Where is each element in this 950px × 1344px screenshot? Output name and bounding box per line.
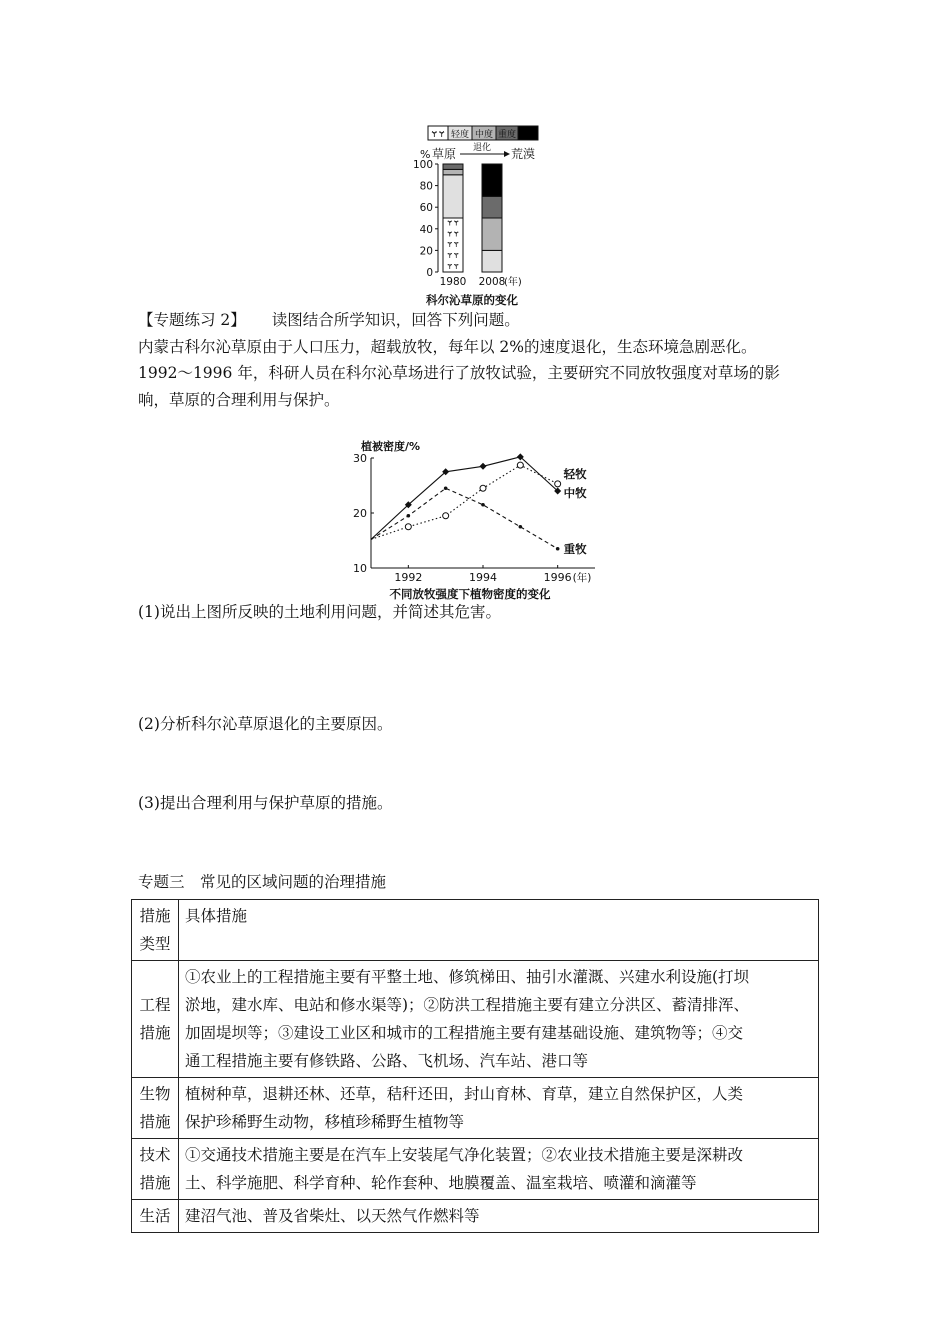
table-header-row <box>132 900 819 961</box>
bar-segment-荒漠 <box>482 164 502 196</box>
row-detail-cell: 建沼气池、普及省柴灶、以天然气作燃料等 <box>179 1200 819 1233</box>
exercise-intro-line-3: 响，草原的合理利用与保护。 <box>138 391 340 409</box>
grass-symbol: Ɏ Ɏ <box>447 241 459 250</box>
data-point-中牧 <box>480 463 487 470</box>
grassland-change-chart <box>410 122 550 308</box>
series-label-轻牧: 轻牧 <box>563 466 587 481</box>
y-tick-label: 20 <box>353 507 367 520</box>
y-axis-title: 植被密度/% <box>361 440 421 453</box>
bar-segment-中度 <box>443 169 463 174</box>
data-point-重牧 <box>407 514 411 518</box>
data-point-轻牧 <box>517 462 523 468</box>
chart-caption: 不同放牧强度下植物密度的变化 <box>389 587 551 601</box>
row-type-cell: 技术 措施 <box>132 1139 179 1200</box>
exercise-heading: 【专题练习 2】 <box>138 311 246 329</box>
y-tick-label: 30 <box>353 452 367 465</box>
bar-segment-轻度 <box>482 250 502 272</box>
x-tick-label: 1996 <box>543 571 572 584</box>
y-tick-label: 100 <box>412 159 433 171</box>
data-point-重牧 <box>519 525 523 529</box>
row-detail-cell: 植树种草，退耕还林、还草，秸秆还田，封山育林、育草，建立自然保护区，人类 保护珍稀野生动物，移植珍稀野生植物等 <box>179 1078 819 1139</box>
exercise-intro-line-2: 1992～1996 年，科研人员在科尔沁草场进行了放牧试验，主要研究不同放牧强度对草场的影 <box>138 364 780 382</box>
y-tick-label: 10 <box>353 562 367 575</box>
data-point-轻牧 <box>555 481 561 487</box>
legend-heavy-label: 重度 <box>497 130 517 140</box>
exercise-instruction: 读图结合所学知识，回答下列问题。 <box>271 311 520 329</box>
data-point-重牧 <box>444 486 448 490</box>
y-tick-label: 80 <box>419 180 433 193</box>
x-tick-label: 1992 <box>394 571 423 584</box>
y-tick-label: 40 <box>419 223 433 236</box>
table-row-biological <box>132 1078 819 1139</box>
legend-light-label: 轻度 <box>450 130 470 140</box>
exercise-heading-line <box>138 309 520 331</box>
legend-medium-label: 中度 <box>474 130 494 140</box>
series-label-重牧: 重牧 <box>563 541 587 556</box>
grass-symbol: Ɏ Ɏ <box>447 262 459 271</box>
series-line-中牧 <box>371 457 558 540</box>
x-tick-label: 1994 <box>469 571 497 584</box>
x-tick-label: 1980 <box>439 276 467 288</box>
grass-symbol: Ɏ Ɏ <box>447 251 459 260</box>
data-point-轻牧 <box>443 513 449 519</box>
row-type-cell: 工程 措施 <box>132 961 179 1078</box>
data-point-重牧 <box>556 547 560 551</box>
bar-segment-中度 <box>482 218 502 250</box>
data-point-轻牧 <box>405 524 411 530</box>
topic3-title: 专题三 常见的区域问题的治理措施 <box>138 873 387 891</box>
x-axis-suffix: (年) <box>504 277 522 288</box>
grass-symbol: Ɏ Ɏ <box>447 219 459 228</box>
header-detail-cell: 具体措施 <box>179 900 819 961</box>
grass-symbol: Ɏ Ɏ <box>447 230 459 239</box>
row-type-cell: 生活 <box>132 1200 179 1233</box>
data-point-轻牧 <box>480 485 486 491</box>
chart-legend <box>428 126 538 140</box>
chart-caption: 科尔沁草原的变化 <box>426 293 518 307</box>
question-2: (2)分析科尔沁草原退化的主要原因。 <box>138 715 393 733</box>
bar-segment-重度 <box>482 196 502 218</box>
x-axis-suffix: (年) <box>572 572 592 584</box>
table-row-technical <box>132 1139 819 1200</box>
table-row-daily-life <box>132 1200 819 1233</box>
series-label-中牧: 中牧 <box>563 486 587 500</box>
bar-segment-重度 <box>443 164 463 169</box>
row-detail-cell: ①交通技术措施主要是在汽车上安装尾气净化装置；②农业技术措施主要是深耕改 土、科学施肥、科学育种、轮作套种、地膜覆盖、温室栽培、喷灌和滴灌等 <box>179 1139 819 1200</box>
exercise-intro-line-1: 内蒙古科尔沁草原由于人口压力，超载放牧，每年以 2%的速度退化，生态环境急剧恶化。 <box>138 338 757 356</box>
x-tick-label: 2008 <box>478 276 506 288</box>
y-tick-label: 60 <box>419 202 433 215</box>
arrow-to-label: 荒漠 <box>511 147 536 161</box>
question-3: (3)提出合理利用与保护草原的措施。 <box>138 794 393 812</box>
series-line-重牧 <box>371 488 558 549</box>
legend-grassland-icon: Ɏ Ɏ <box>431 130 445 139</box>
question-1: (1)说出上图所反映的土地利用问题，并简述其危害。 <box>138 603 501 621</box>
series-line-轻牧 <box>371 465 558 539</box>
arrow-mid-label: 退化 <box>472 143 492 153</box>
header-type-cell: 措施 类型 <box>132 900 179 961</box>
legend-desert-swatch <box>518 126 538 140</box>
row-detail-cell: ①农业上的工程措施主要有平整土地、修筑梯田、抽引水灌溉、兴建水利设施(打坝 淤地，建水库、电站和修水渠等)；②防洪工程措施主要有建立分洪区、蓄清排浑、 加固堤坝等；③建设工业区和城市的工程措施主要有建基础设施、建筑物等；④交 通工程措施主要有修铁路、公路、飞机场、汽车站、港口等 <box>179 961 819 1078</box>
y-unit-label: % <box>420 148 431 161</box>
line-plot-area <box>353 452 595 584</box>
row-type-cell: 生物 措施 <box>132 1078 179 1139</box>
data-point-重牧 <box>481 503 485 507</box>
grazing-density-chart <box>333 436 613 604</box>
bar-plot-area <box>413 159 522 288</box>
arrow-from-label: 草原 <box>432 147 457 161</box>
table-row-engineering <box>132 961 819 1078</box>
y-tick-label: 0 <box>426 267 433 279</box>
y-tick-label: 20 <box>419 245 433 258</box>
measures-table <box>131 899 819 1233</box>
degradation-arrow-head <box>504 151 510 157</box>
bar-segment-轻度 <box>443 175 463 218</box>
